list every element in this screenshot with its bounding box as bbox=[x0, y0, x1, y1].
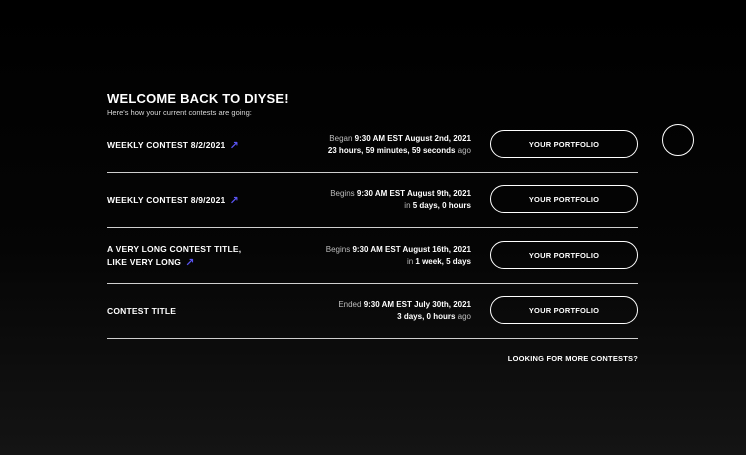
contest-title-text: WEEKLY CONTEST 8/9/2021 bbox=[107, 194, 226, 205]
start-time: 9:30 AM EST August 9th, 2021 bbox=[356, 189, 471, 198]
trending-up-icon: ↗ bbox=[229, 194, 239, 207]
relative-suffix: ago bbox=[455, 146, 471, 155]
relative-suffix: ago bbox=[455, 312, 471, 321]
status-word: Began bbox=[329, 134, 353, 143]
your-portfolio-button[interactable]: YOUR PORTFOLIO bbox=[490, 241, 638, 269]
contest-row bbox=[107, 228, 638, 284]
page-title: WELCOME BACK TO DIYSE! bbox=[107, 91, 289, 106]
row-divider bbox=[107, 338, 638, 339]
status-word: Begins bbox=[330, 189, 355, 198]
relative-time: 5 days, 0 hours bbox=[412, 201, 471, 210]
contest-time bbox=[328, 117, 471, 173]
start-time: 9:30 AM EST July 30th, 2021 bbox=[363, 300, 471, 309]
relative-prefix: in bbox=[406, 257, 416, 266]
contest-title bbox=[107, 283, 176, 339]
status-word: Begins bbox=[325, 245, 351, 254]
contest-title-text: WEEKLY CONTEST 8/2/2021 bbox=[107, 139, 226, 150]
your-portfolio-button[interactable]: YOUR PORTFOLIO bbox=[490, 296, 638, 324]
your-portfolio-button[interactable]: YOUR PORTFOLIO bbox=[490, 185, 638, 213]
contest-time bbox=[330, 172, 471, 228]
contest-title-text: CONTEST TITLE bbox=[107, 305, 177, 316]
start-time: 9:30 AM EST August 16th, 2021 bbox=[352, 245, 471, 254]
contest-time bbox=[326, 228, 471, 284]
more-contests-link[interactable]: LOOKING FOR MORE CONTESTS? bbox=[507, 354, 638, 363]
profile-circle-button[interactable] bbox=[662, 124, 694, 156]
contest-title-text: A VERY LONG CONTEST TITLE, bbox=[107, 244, 242, 254]
relative-prefix: in bbox=[404, 201, 413, 210]
relative-time: 23 hours, 59 minutes, 59 seconds bbox=[327, 146, 456, 155]
trending-up-icon: ↗ bbox=[185, 257, 195, 269]
trending-up-icon: ↗ bbox=[229, 139, 239, 152]
page-subtitle: Here's how your current contests are going: bbox=[107, 108, 252, 117]
contest-row bbox=[107, 117, 638, 173]
status-word: Ended bbox=[338, 300, 362, 309]
contest-title bbox=[107, 228, 241, 284]
contest-title bbox=[107, 117, 239, 173]
start-time: 9:30 AM EST August 2nd, 2021 bbox=[354, 134, 471, 143]
relative-time: 3 days, 0 hours bbox=[397, 312, 456, 321]
relative-time: 1 week, 5 days bbox=[415, 257, 471, 266]
contest-time bbox=[338, 283, 471, 339]
contest-row bbox=[107, 283, 638, 339]
contest-row bbox=[107, 172, 638, 228]
contest-title-text-2: LIKE VERY LONG bbox=[107, 257, 182, 267]
contest-title bbox=[107, 172, 239, 228]
your-portfolio-button[interactable]: YOUR PORTFOLIO bbox=[490, 130, 638, 158]
